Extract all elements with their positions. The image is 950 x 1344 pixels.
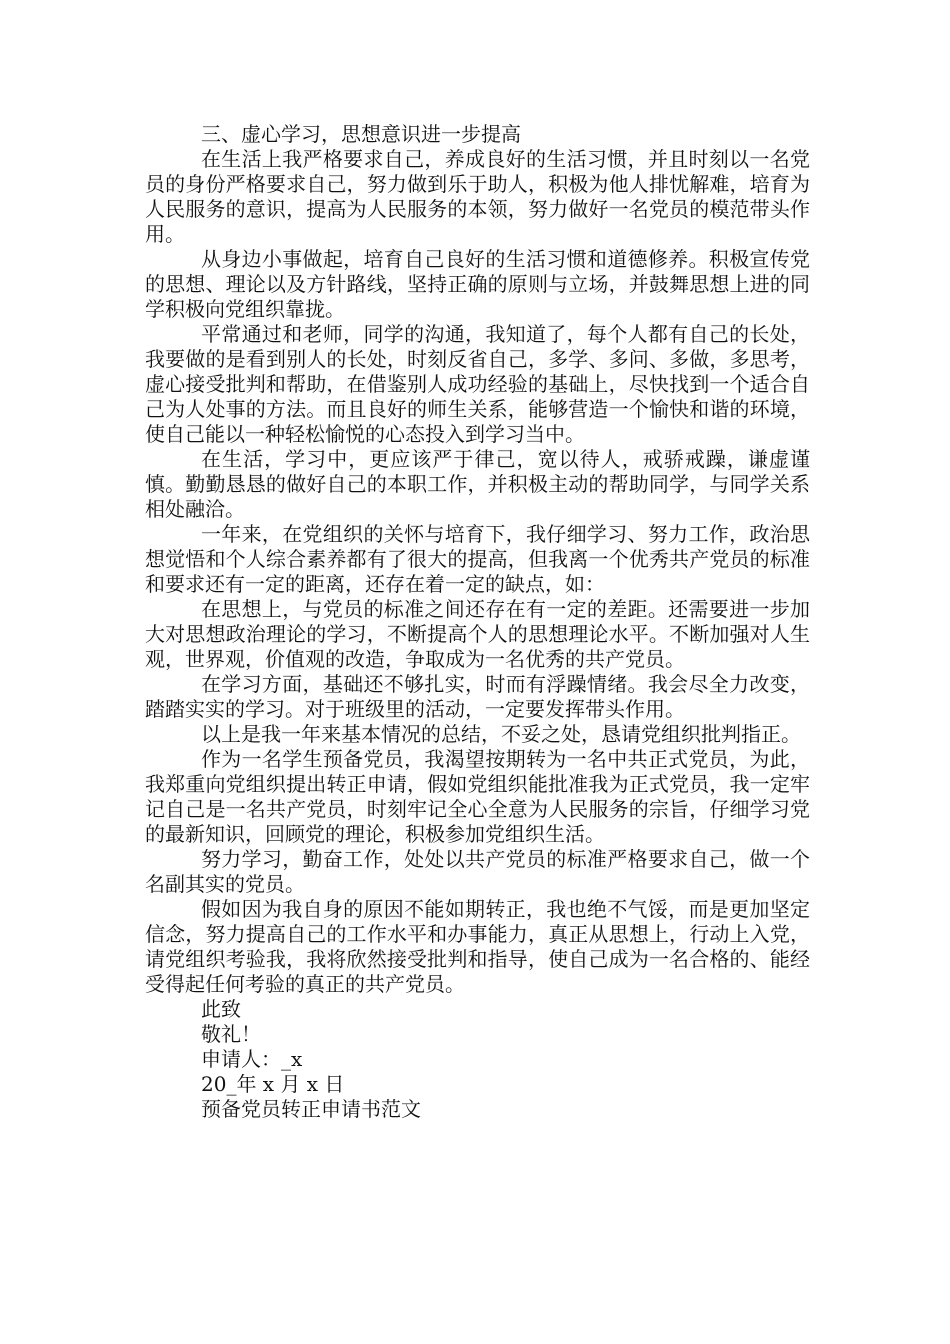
paragraph-7: 在学习方面，基础还不够扎实，时而有浮躁情绪。我会尽全力改变，踏踏实实的学习。对于班级里的活动，一定要发挥带头作用。 [145, 672, 810, 721]
document-body [145, 122, 810, 1122]
paragraph-5: 一年来，在党组织的关怀与培育下，我仔细学习、努力工作，政治思想觉悟和个人综合素养都有了很大的提高，但我离一个优秀共产党员的标准和要求还有一定的距离，还存在着一定的缺点，如： [145, 522, 810, 596]
closing-line: 此致 [201, 997, 241, 1021]
footer-title: 预备党员转正申请书范文 [201, 1097, 421, 1121]
salute-line: 敬礼！ [201, 1022, 261, 1046]
paragraph-1: 在生活上我严格要求自己，养成良好的生活习惯，并且时刻以一名党员的身份严格要求自己，努力做到乐于助人，积极为他人排忧解难，培育为人民服务的意识，提高为人民服务的本领，努力做好一名党员的模范带头作用。 [145, 147, 810, 246]
paragraph-4: 在生活，学习中，更应该严于律己，宽以待人，戒骄戒躁，谦虚谨慎。勤勤恳恳的做好自己的本职工作，并积极主动的帮助同学，与同学关系相处融洽。 [145, 447, 810, 521]
paragraph-8: 以上是我一年来基本情况的总结，不妥之处，恳请党组织批判指正。 [201, 722, 801, 746]
date-line: 20_年 x 月 x 日 [201, 1072, 345, 1096]
paragraph-9: 作为一名学生预备党员，我渴望按期转为一名中共正式党员，为此，我郑重向党组织提出转正申请，假如党组织能批准我为正式党员，我一定牢记自己是一名共产党员，时刻牢记全心全意为人民服务的宗旨，仔细学习党的最新知识，回顾党的理论，积极参加党组织生活。 [145, 747, 810, 846]
paragraph-6: 在思想上，与党员的标准之间还存在有一定的差距。还需要进一步加大对思想政治理论的学习，不断提高个人的思想理论水平。不断加强对人生观，世界观，价值观的改造，争取成为一名优秀的共产党员。 [145, 597, 810, 671]
paragraph-2: 从身边小事做起，培育自己良好的生活习惯和道德修养。积极宣传党的思想、理论以及方针路线，坚持正确的原则与立场，并鼓舞思想上进的同学积极向党组织靠拢。 [145, 247, 810, 321]
section-heading: 三、虚心学习，思想意识进一步提高 [201, 122, 521, 146]
paragraph-10: 努力学习，勤奋工作，处处以共产党员的标准严格要求自己，做一个名副其实的党员。 [145, 847, 810, 896]
paragraph-3: 平常通过和老师，同学的沟通，我知道了，每个人都有自己的长处，我要做的是看到别人的长处，时刻反省自己，多学、多问、多做，多思考，虚心接受批判和帮助，在借鉴别人成功经验的基础上，尽快找到一个适合自己为人处事的方法。而且良好的师生关系，能够营造一个愉快和谐的环境，使自己能以一种轻松愉悦的心态投入到学习当中。 [145, 322, 810, 446]
applicant-line: 申请人：_x [201, 1047, 303, 1071]
paragraph-11: 假如因为我自身的原因不能如期转正，我也绝不气馁，而是更加坚定信念，努力提高自己的工作水平和办事能力，真正从思想上，行动上入党，请党组织考验我，我将欣然接受批判和指导，使自己成为一名合格的、能经受得起任何考验的真正的共产党员。 [145, 897, 810, 996]
